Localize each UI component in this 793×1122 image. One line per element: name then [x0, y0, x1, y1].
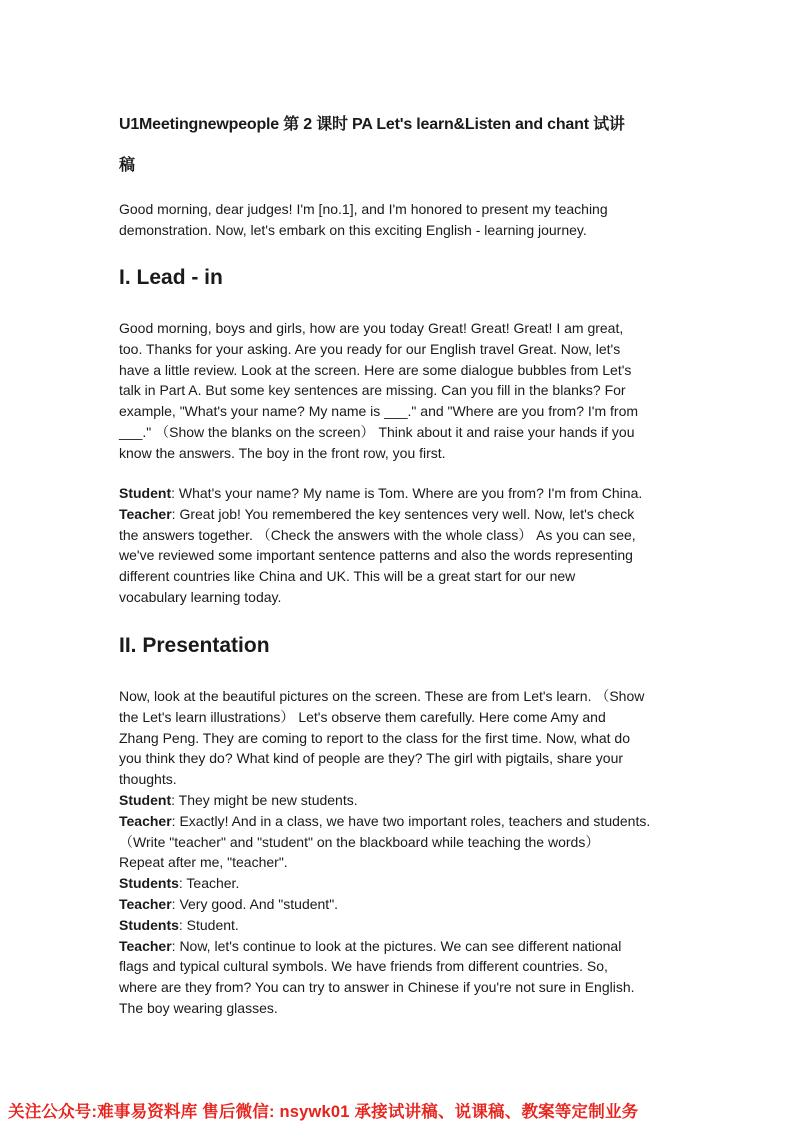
speaker-label: Teacher [119, 505, 172, 522]
dialogue-line [119, 483, 679, 504]
dialogue-text: : Now, let's continue to look at the pictures. We can see different national [171, 937, 622, 954]
section-heading-presentation: II. Presentation [119, 634, 270, 657]
text-line: ___." （Show the blanks on the screen） Think about it and raise your hands if you [119, 423, 635, 440]
dialogue-text: （Write "teacher" and "student" on the blackboard while teaching the words） [119, 833, 600, 850]
lead-in-paragraph [119, 318, 679, 464]
text-line: Good morning, boys and girls, how are you today Great! Great! Great! I am great, [119, 320, 624, 336]
text-line: demonstration. Now, let's embark on this exciting English - learning journey. [119, 221, 587, 238]
text-line: you think they do? What kind of people are they? The girl with pigtails, share your [119, 750, 624, 767]
dialogue-text: : They might be new students. [171, 791, 358, 808]
dialogue-text: the answers together. （Check the answers with the whole class） As you can see, [119, 526, 636, 543]
text-line: thoughts. [119, 771, 177, 788]
dialogue-text: Repeat after me, "teacher". [119, 854, 288, 871]
dialogue-text: : Teacher. [178, 875, 240, 892]
dialogue-line [119, 894, 679, 915]
title-line-2: 稿 [119, 157, 135, 174]
text-line: Now, look at the beautiful pictures on the screen. These are from Let's learn. （Show [119, 688, 645, 704]
promo-footer: 关注公众号:难事易资料库 售后微信: nsywk01 承接试讲稿、说课稿、教案等定制业务 [8, 1103, 639, 1121]
dialogue-line [119, 915, 679, 936]
speaker-label: Student [119, 791, 172, 808]
intro-paragraph [119, 199, 679, 241]
dialogue-text: : Student. [178, 916, 239, 933]
dialogue-text: where are they from? You can try to answer in Chinese if you're not sure in English. [119, 979, 635, 996]
text-line: example, "What's your name? My name is ___." and "Where are you from? I'm from [119, 403, 639, 420]
dialogue-text: : Very good. And "student". [171, 895, 339, 912]
dialogue-line [119, 811, 679, 832]
section-heading-lead-in: I. Lead - in [119, 266, 223, 289]
lead-in-dialogue [119, 483, 679, 608]
dialogue-text: flags and typical cultural symbols. We have friends from different countries. So, [119, 958, 608, 975]
speaker-label: Teacher [119, 937, 172, 954]
text-line: Zhang Peng. They are coming to report to the class for the first time. Now, what do [119, 729, 630, 746]
dialogue-line [119, 936, 679, 957]
dialogue-line [119, 790, 679, 811]
speaker-label: Student [119, 485, 172, 501]
dialogue-line [119, 504, 679, 525]
speaker-label: Students [119, 916, 179, 933]
speaker-label: Students [119, 875, 179, 892]
dialogue-text: we've reviewed some important sentence patterns and also the words representing [119, 547, 633, 564]
text-line: have a little review. Look at the screen. Here are some dialogue bubbles from Let's [119, 361, 632, 378]
dialogue-text: : Great job! You remembered the key sentences very well. Now, let's check [171, 505, 635, 522]
text-line: the Let's learn illustrations） Let's observe them carefully. Here come Amy and [119, 708, 606, 725]
dialogue-text: : What's your name? My name is Tom. Where are you from? I'm from China. [171, 485, 643, 501]
dialogue-text: The boy wearing glasses. [119, 999, 278, 1016]
text-line: too. Thanks for your asking. Are you ready for our English travel Great. Now, let's [119, 340, 621, 357]
dialogue-text: vocabulary learning today. [119, 588, 282, 605]
presentation-paragraph [119, 686, 679, 1019]
dialogue-line [119, 873, 679, 894]
text-line: talk in Part A. But some key sentences are missing. Can you fill in the blanks? For [119, 382, 626, 399]
text-line: know the answers. The boy in the front row, you first. [119, 444, 446, 461]
speaker-label: Teacher [119, 895, 172, 912]
dialogue-text: different countries like China and UK. This will be a great start for our new [119, 568, 576, 585]
dialogue-text: : Exactly! And in a class, we have two important roles, teachers and students. [171, 812, 651, 829]
speaker-label: Teacher [119, 812, 172, 829]
text-line: Good morning, dear judges! I'm [no.1], and I'm honored to present my teaching [119, 201, 608, 217]
document-title [119, 104, 679, 186]
title-line-1: U1Meetingnewpeople 第 2 课时 PA Let's learn&Listen and chant 试讲 [119, 116, 625, 133]
